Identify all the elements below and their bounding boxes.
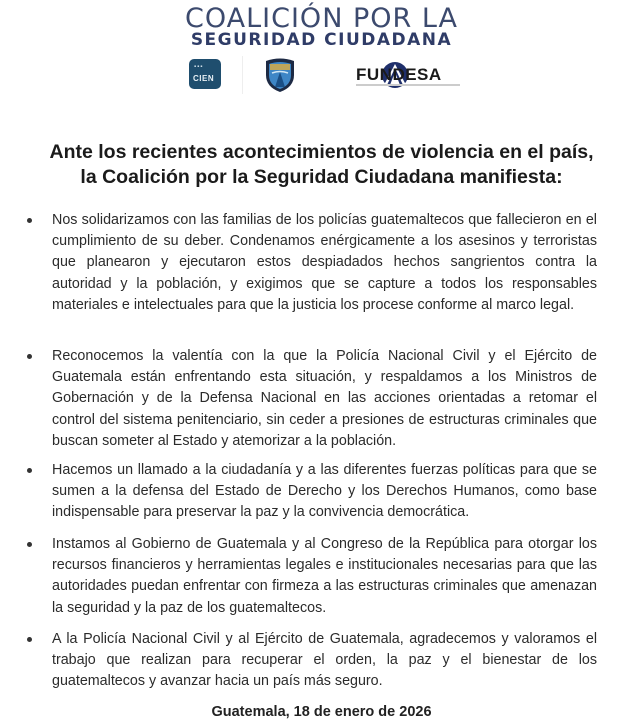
heading-line2: la Coalición por la Seguridad Ciudadana manifiesta:	[80, 166, 563, 188]
coalition-title-line1: COALICIÓN POR LA	[185, 3, 458, 34]
list-item-text: A la Policía Nacional Civil y al Ejército de Guatemala, agradecemos y valoramos el trabajo que realizan para recuperar el orden, la paz y el bienestar de los guatemaltecos y avanzar hacia un país más seguro.	[52, 631, 597, 690]
list-item-text: Hacemos un llamado a la ciudadanía y a las diferentes fuerzas políticas para que se sumen a la defensa del Estado de Derecho y los Derechos Humanos, como base indispensable para preservar la paz y la convivencia democrática.	[52, 462, 597, 521]
list-item-text: Reconocemos la valentía con la que la Policía Nacional Civil y el Ejército de Guatemala están enfrentando esta situación, y respaldamos a los Ministros de Gobernación y de la Defensa Nacional en las acciones orientadas a retomar el control del sistema penitenciario, sin ceder a presiones de estructuras criminales que buscan someter al Estado y atemorizar a la población.	[52, 348, 597, 449]
fundesa-logo	[326, 59, 466, 91]
list-item-text: Instamos al Gobierno de Guatemala y al Congreso de la República para otorgar los recursos financieros y herramientas legales e institucionales necesarias para que las autoridades puedan enfrentar con firmeza a las estructuras criminales que amenazan la seguridad y la paz de los guatemaltecos.	[52, 536, 597, 616]
list-item-text: Nos solidarizamos con las familias de los policías guatemaltecos que fallecieron en el cumplimiento de su deber. Condenamos enérgicamente a los asesinos y terroristas que planearon y ejecutaron estos despiadados hechos sangrientos contra la autoridad y la población, y exigimos que se capture a todos los responsables materiales e intelectuales para que la justicia los procese conforme al marco legal.	[52, 212, 597, 313]
bullet-icon	[27, 542, 32, 547]
bullet-icon	[27, 218, 32, 223]
bullet-icon	[27, 637, 32, 642]
cien-logo-label: CIEN	[193, 74, 215, 83]
statement-heading	[0, 140, 643, 190]
coalition-title-line2: SEGURIDAD CIUDADANA	[190, 30, 453, 50]
cien-logo-icon	[189, 59, 221, 89]
bullet-icon	[27, 354, 32, 359]
bullet-icon	[27, 468, 32, 473]
heading-line1: Ante los recientes acontecimientos de violencia en el país,	[49, 141, 594, 163]
fundesa-logo-label: FUNDESA	[356, 65, 442, 84]
fundesa-tagline	[356, 84, 460, 86]
partner-logos	[0, 56, 643, 96]
cien-dots: ▪▪▪	[194, 64, 204, 70]
logo-divider	[242, 56, 243, 94]
shield-emblem-icon	[263, 57, 297, 93]
statement-date: Guatemala, 18 de enero de 2026	[211, 704, 432, 720]
